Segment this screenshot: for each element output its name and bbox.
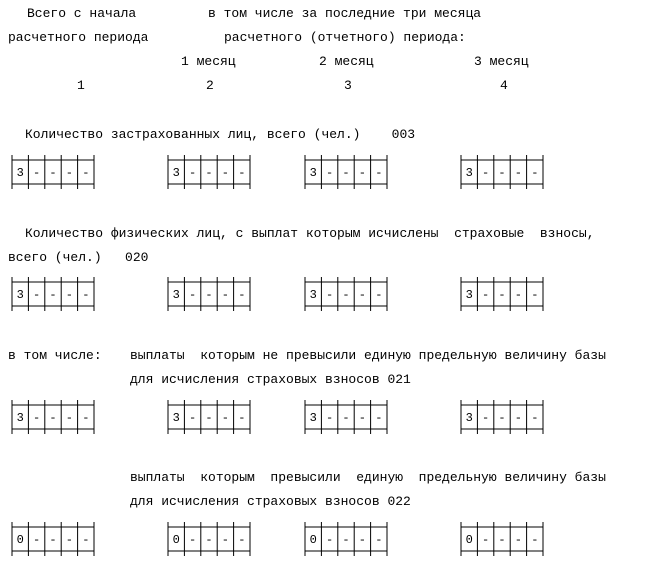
cell-char: - (375, 533, 383, 547)
cell-char: 0 (16, 533, 24, 547)
header-col1-line1: Всего с начала (27, 6, 137, 21)
cell-char: - (82, 288, 90, 302)
cell-char: - (514, 288, 523, 302)
cell-char: - (205, 533, 213, 547)
row-021-label-line2: для исчисления страховых взносов 021 (130, 372, 411, 387)
cell-char: 3 (465, 411, 473, 425)
cell-char: - (205, 166, 213, 180)
cell-char: - (375, 411, 383, 425)
header-col-num-2: 2 (206, 78, 214, 93)
cell-char: - (514, 411, 523, 425)
cell-char: - (531, 288, 539, 302)
cell-char: - (238, 411, 246, 425)
cell-char: - (82, 411, 90, 425)
cell-char: - (188, 288, 197, 302)
cell-char: - (32, 288, 41, 302)
row-003-label: Количество застрахованных лиц, всего (чел.) 003 (25, 127, 416, 142)
cell-char: - (481, 533, 490, 547)
cell-char: - (221, 411, 230, 425)
cell-char: - (375, 166, 383, 180)
row-021-prefix: в том числе: (8, 348, 102, 363)
cell-char: - (498, 411, 506, 425)
cell-char: 0 (172, 533, 180, 547)
row-021-label-line1: выплаты которым не превысили единую предельную величину базы (130, 348, 606, 363)
cell-char: - (65, 411, 74, 425)
cell-char: - (531, 533, 539, 547)
header-month3: 3 месяц (474, 54, 529, 69)
cell-char: - (65, 166, 74, 180)
cell-char: - (49, 411, 57, 425)
cell-char: - (325, 288, 334, 302)
row-022-label-line1: выплаты которым превысили единую предельную величину базы (130, 470, 606, 485)
header-col-num-4: 4 (500, 78, 508, 93)
cell-char: - (342, 166, 350, 180)
cell-char: - (188, 533, 197, 547)
cell-char: 0 (309, 533, 317, 547)
cell-char: - (358, 288, 367, 302)
header-col-num-1: 1 (77, 78, 85, 93)
cell-char: 3 (465, 166, 473, 180)
cell-char: 3 (309, 288, 317, 302)
cell-char: 3 (309, 166, 317, 180)
cell-char: - (325, 166, 334, 180)
cell-char: 3 (16, 166, 24, 180)
row-020-label-line2: всего (чел.) 020 (8, 250, 149, 265)
cell-char: 3 (16, 411, 24, 425)
header-col1-line2: расчетного периода (8, 30, 149, 45)
cell-char: - (342, 288, 350, 302)
cell-char: - (238, 533, 246, 547)
cell-char: - (65, 533, 74, 547)
cell-char: - (238, 288, 246, 302)
cell-char: 3 (172, 411, 180, 425)
cell-char: - (481, 166, 490, 180)
cell-char: - (358, 533, 367, 547)
cell-char: - (188, 166, 197, 180)
cell-char: - (221, 533, 230, 547)
row-020-label-line1: Количество физических лиц, с выплат которым исчислены страховые взносы, (25, 226, 595, 241)
cell-char: - (49, 166, 57, 180)
row-022-label-line2: для исчисления страховых взносов 022 (130, 494, 411, 509)
header-month2: 2 месяц (319, 54, 374, 69)
cell-char: - (342, 533, 350, 547)
cell-char: - (32, 411, 41, 425)
cell-char: - (358, 166, 367, 180)
cell-char: 3 (16, 288, 24, 302)
cell-char: - (342, 411, 350, 425)
header-span-line1: в том числе за последние три месяца (208, 6, 482, 21)
cell-char: - (205, 411, 213, 425)
cell-char: - (221, 288, 230, 302)
cell-char: - (498, 288, 506, 302)
header-span-line2: расчетного (отчетного) периода: (224, 30, 466, 45)
header-month1: 1 месяц (181, 54, 236, 69)
cell-char: 0 (465, 533, 473, 547)
cell-char: - (65, 288, 74, 302)
cell-char: 3 (172, 166, 180, 180)
cell-char: - (32, 166, 41, 180)
cell-char: - (49, 533, 57, 547)
cell-char: - (82, 166, 90, 180)
cell-char: - (82, 533, 90, 547)
cell-char: - (531, 166, 539, 180)
cell-char: 3 (309, 411, 317, 425)
cell-char: - (498, 166, 506, 180)
cell-char: - (325, 533, 334, 547)
cell-char: 3 (172, 288, 180, 302)
cell-char: - (375, 288, 383, 302)
cell-char: - (358, 411, 367, 425)
cell-char: 3 (465, 288, 473, 302)
header-col-num-3: 3 (344, 78, 352, 93)
cell-char: - (49, 288, 57, 302)
cell-char: - (531, 411, 539, 425)
cell-char: - (514, 166, 523, 180)
cell-char: - (325, 411, 334, 425)
cell-char: - (205, 288, 213, 302)
cell-char: - (32, 533, 41, 547)
cell-char: - (498, 533, 506, 547)
cell-char: - (481, 288, 490, 302)
cell-char: - (238, 166, 246, 180)
cell-char: - (514, 533, 523, 547)
cell-char: - (481, 411, 490, 425)
cell-char: - (221, 166, 230, 180)
cell-char: - (188, 411, 197, 425)
